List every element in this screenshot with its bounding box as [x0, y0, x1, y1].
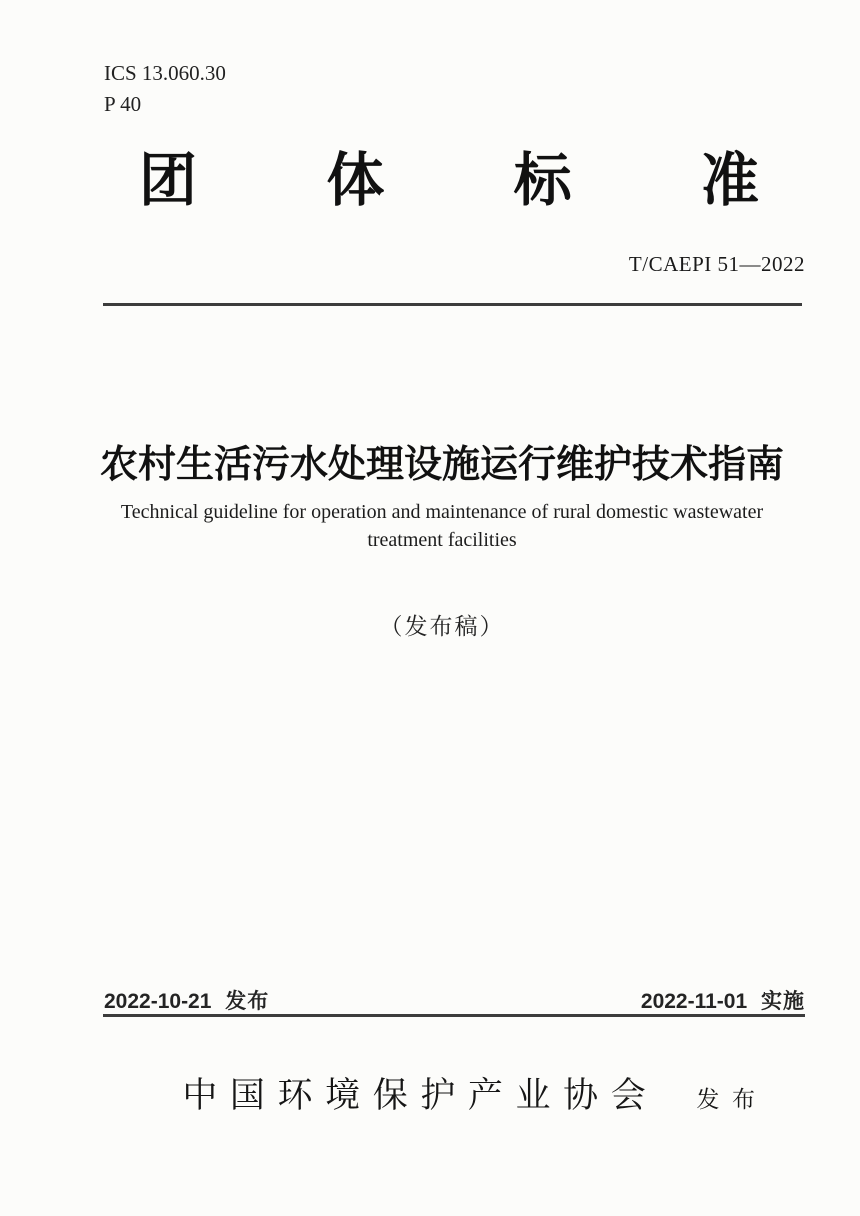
implementation-date-label: 实施 — [761, 990, 805, 1013]
title-english-line1: Technical guideline for operation and maintenance of rural domestic wastewater — [120, 501, 764, 523]
doc-type-char: 体 — [326, 148, 385, 213]
title-english — [22, 498, 860, 554]
issue-date-block — [104, 985, 269, 1015]
publisher-row — [55, 1068, 860, 1118]
draft-status-label: （发布稿） — [379, 614, 505, 639]
p-classification-code: P 40 — [104, 92, 142, 116]
dates-row — [104, 985, 805, 1015]
issue-date-label: 发布 — [225, 990, 270, 1013]
publisher-name: 中国环境保护产业协会 — [182, 1076, 659, 1115]
publish-action-label: 发布 — [696, 1087, 768, 1112]
classification-block — [104, 58, 226, 120]
title-english-line2: treatment facilities — [367, 529, 517, 551]
implementation-date: 2022-11-01 — [640, 990, 748, 1013]
doc-type-char: 标 — [513, 148, 572, 213]
doc-type-char: 准 — [700, 148, 759, 213]
footer-rule — [103, 1014, 805, 1017]
doc-type-char: 团 — [139, 148, 198, 213]
title-chinese: 农村生活污水处理设施运行维护技术指南 — [99, 444, 784, 486]
ics-code: ICS 13.060.30 — [104, 61, 226, 85]
implementation-date-block — [641, 985, 805, 1015]
header-rule — [103, 303, 802, 306]
standard-number: T/CAEPI 51—2022 — [628, 252, 805, 276]
issue-date: 2022-10-21 — [104, 990, 212, 1013]
doc-type-heading — [139, 150, 759, 212]
